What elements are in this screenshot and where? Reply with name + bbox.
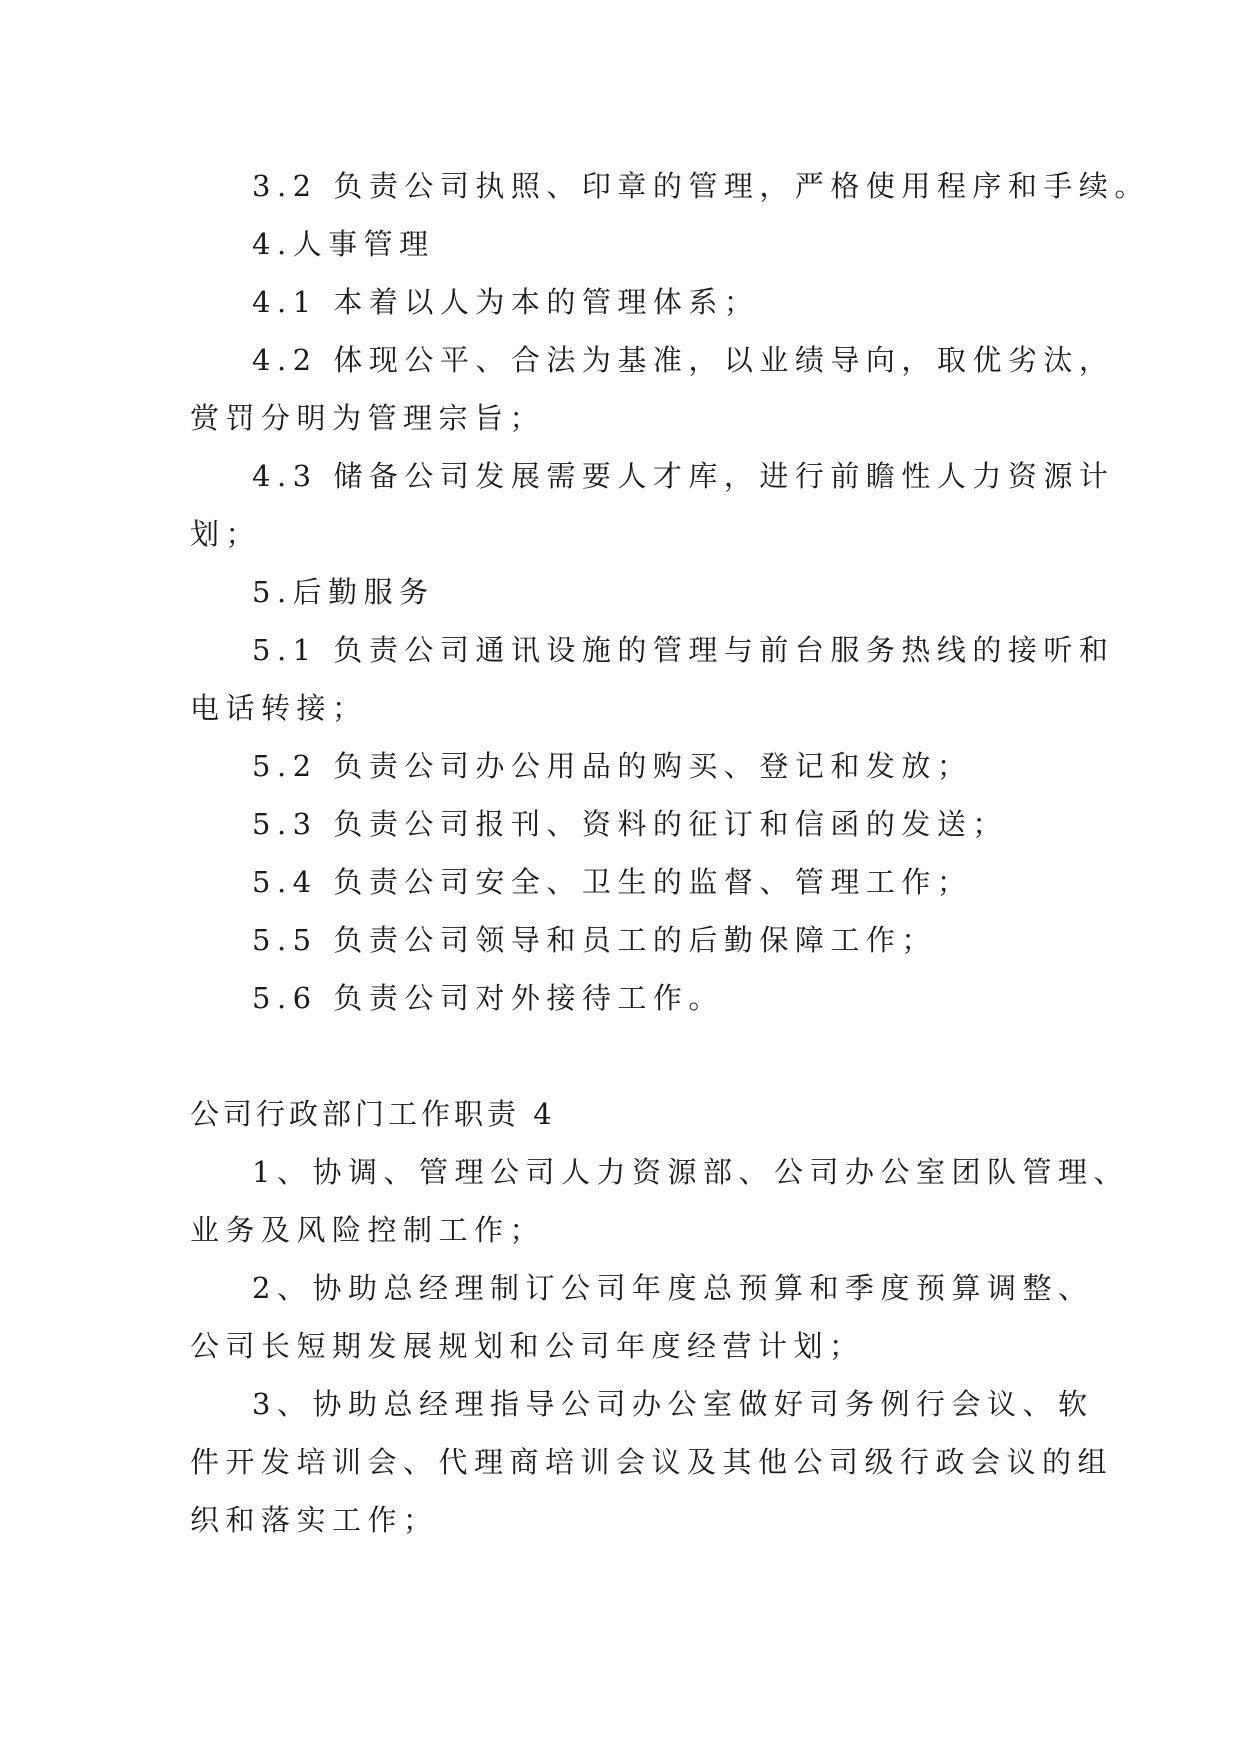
paragraph-5-6: 5.6 负责公司对外接待工作。 — [252, 981, 724, 1015]
item-3-line3: 织和落实工作； — [190, 1503, 439, 1537]
paragraph-5-4: 5.4 负责公司安全、卫生的监督、管理工作； — [252, 865, 973, 899]
paragraph-5-5: 5.5 负责公司领导和员工的后勤保障工作； — [252, 923, 937, 957]
paragraph-4-1: 4.1 本着以人为本的管理体系； — [252, 285, 760, 319]
part-4-heading: 公司行政部门工作职责 4 — [190, 1097, 556, 1131]
item-1-line2: 业务及风险控制工作； — [190, 1213, 546, 1247]
section-4-title: 4.人事管理 — [252, 227, 435, 261]
item-2-line2: 公司长短期发展规划和公司年度经营计划； — [190, 1329, 865, 1363]
paragraph-5-1-line1: 5.1 负责公司通讯设施的管理与前台服务热线的接听和 — [252, 633, 1115, 667]
item-1-line1: 1、协调、管理公司人力资源部、公司办公室团队管理、 — [252, 1155, 1129, 1189]
paragraph-4-2-line1: 4.2 体现公平、合法为基准，以业绩导向，取优劣汰， — [252, 343, 1115, 377]
item-3-line2: 件开发培训会、代理商培训会议及其他公司级行政会议的组 — [190, 1445, 1114, 1479]
paragraph-5-3: 5.3 负责公司报刊、资料的征订和信函的发送； — [252, 807, 1008, 841]
paragraph-4-2-line2: 赏罚分明为管理宗旨； — [190, 401, 546, 435]
paragraph-5-1-line2: 电话转接； — [190, 691, 368, 725]
paragraph-3-2: 3.2 负责公司执照、印章的管理，严格使用程序和手续。 — [252, 169, 1150, 203]
paragraph-5-2: 5.2 负责公司办公用品的购买、登记和发放； — [252, 749, 973, 783]
section-5-title: 5.后勤服务 — [252, 575, 435, 609]
item-2-line1: 2、协助总经理制订公司年度总预算和季度预算调整、 — [252, 1271, 1094, 1305]
paragraph-4-3-line1: 4.3 储备公司发展需要人才库，进行前瞻性人力资源计 — [252, 459, 1115, 493]
item-3-line1: 3、协助总经理指导公司办公室做好司务例行会议、软 — [252, 1387, 1094, 1421]
paragraph-4-3-line2: 划； — [190, 517, 262, 551]
